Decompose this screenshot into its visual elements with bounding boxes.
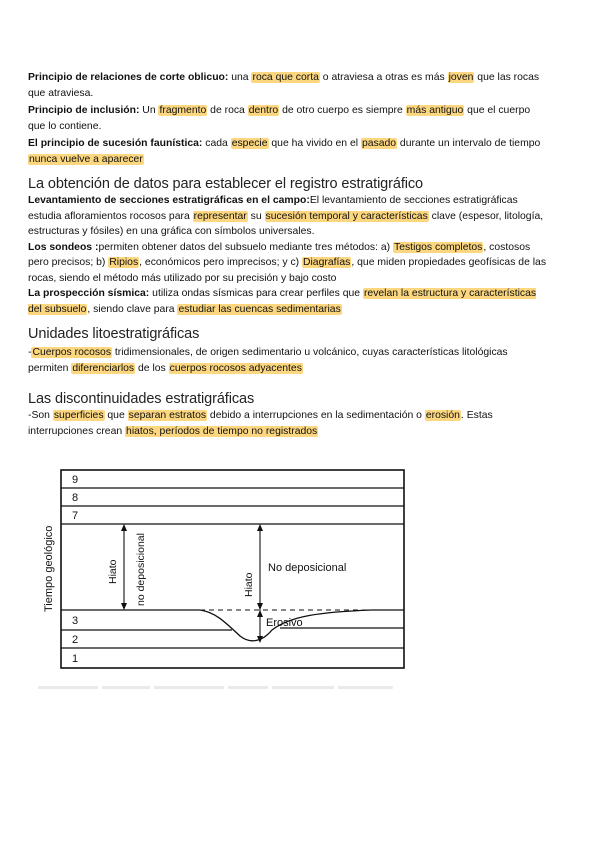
highlight: fragmento bbox=[159, 105, 207, 116]
no-depositional-label-right: No deposicional bbox=[268, 562, 347, 574]
text: clave (espesor, litología, estructuras y fósiles) en una gráfica con símbolos universales. bbox=[28, 210, 544, 237]
highlight: Testigos completos bbox=[394, 241, 483, 253]
arrow-head-up bbox=[121, 524, 127, 531]
highlight: erosión bbox=[425, 410, 460, 421]
term: La prospección sísmica: bbox=[28, 288, 150, 299]
section-heading: Las discontinuidades estratigráficas bbox=[28, 391, 255, 407]
highlight: dentro bbox=[248, 105, 279, 116]
highlight: pasado bbox=[361, 138, 397, 149]
text: , que miden propiedades geofísicas de las rocas, siendo el método más utilizado por su precisión y bajo costo bbox=[28, 257, 547, 284]
highlight: estudiar las cuencas sedimentarias bbox=[178, 303, 341, 315]
text: , costosos pero precisos; b) bbox=[28, 241, 531, 268]
highlight: cuerpos rocosos adyacentes bbox=[169, 362, 302, 374]
layer-label: 9 bbox=[72, 474, 79, 486]
term: Principio de inclusión: bbox=[28, 105, 140, 116]
text: que bbox=[104, 410, 128, 421]
text: o atraviesa a otras es más bbox=[319, 72, 448, 83]
text: , siendo clave para bbox=[87, 303, 178, 315]
text: Un bbox=[139, 105, 159, 116]
text: de los bbox=[135, 362, 169, 374]
section-heading: Unidades litoestratigráficas bbox=[28, 326, 200, 342]
term: Levantamiento de secciones estratigráficas en el campo: bbox=[28, 195, 310, 206]
arrow-head-up bbox=[257, 610, 263, 617]
text: -Son bbox=[28, 410, 53, 421]
text: El levantamiento de secciones estratigráficas estudia afloramientos rocosos para bbox=[28, 195, 518, 222]
text: . Estas interrupciones crean bbox=[28, 410, 493, 437]
layer-label: 2 bbox=[72, 634, 79, 646]
no-depositional-label-left: no deposicional bbox=[135, 533, 147, 606]
highlight: Diagrafías bbox=[303, 257, 351, 268]
highlight: Ripios bbox=[109, 257, 139, 268]
highlight: Cuerpos rocosos bbox=[32, 347, 112, 358]
highlight: representar bbox=[193, 210, 247, 222]
text: durante un intervalo de tiempo bbox=[397, 138, 541, 149]
faint-caption bbox=[38, 676, 398, 682]
text: una bbox=[228, 72, 252, 83]
text: que las rocas que atraviesa. bbox=[28, 72, 540, 99]
highlight: especie bbox=[231, 138, 268, 149]
text: que el cuerpo que lo contiene. bbox=[28, 105, 531, 132]
arrow-head-down bbox=[257, 603, 263, 610]
text: utiliza ondas sísmicas para crear perfiles que bbox=[149, 288, 363, 299]
text: debido a interrupciones en la sedimentación o bbox=[207, 410, 425, 421]
text: permiten obtener datos del subsuelo mediante tres métodos: a) bbox=[98, 241, 394, 253]
highlight: revelan la estructura y características del subsuelo bbox=[28, 288, 537, 315]
highlight: superficies bbox=[53, 410, 104, 421]
term: Los sondeos : bbox=[28, 241, 99, 253]
hiato-label-left: Hiato bbox=[107, 559, 119, 584]
text: - bbox=[28, 347, 32, 358]
axis-label: Tiempo geológico bbox=[43, 525, 55, 612]
highlight: nunca vuelve a aparecer bbox=[29, 153, 143, 165]
highlight: joven bbox=[448, 72, 474, 83]
text: su bbox=[247, 210, 265, 222]
section-heading: La obtención de datos para establecer el registro estratigráfico bbox=[28, 176, 424, 192]
highlight: roca que corta bbox=[252, 72, 319, 83]
highlight: sucesión temporal y características bbox=[265, 210, 428, 222]
term: El principio de sucesión faunística: bbox=[28, 138, 203, 149]
layer-label: 8 bbox=[72, 492, 79, 504]
highlight: separan estratos bbox=[128, 410, 207, 421]
layer-label: 1 bbox=[72, 653, 79, 665]
layer-label: 7 bbox=[72, 510, 79, 522]
text: de otro cuerpo es siempre bbox=[279, 105, 406, 116]
erosive-label: Erosivo bbox=[266, 617, 303, 629]
highlight: hiatos, períodos de tiempo no registrados bbox=[126, 425, 318, 437]
text: tridimensionales, de origen sedimentario u volcánico, cuyas características litológicas permiten bbox=[28, 347, 508, 374]
arrow-head-up bbox=[257, 524, 263, 531]
hiato-label-right: Hiato bbox=[243, 572, 255, 597]
text: que ha vivido en el bbox=[268, 138, 361, 149]
text: de roca bbox=[207, 105, 248, 116]
term: Principio de relaciones de corte oblicuo: bbox=[28, 72, 229, 83]
highlight: diferenciarlos bbox=[72, 362, 135, 374]
layer-label: 3 bbox=[72, 615, 79, 627]
text: cada bbox=[202, 138, 231, 149]
text: , económicos pero imprecisos; y c) bbox=[139, 257, 302, 268]
highlight: más antiguo bbox=[406, 105, 464, 116]
arrow-head-down bbox=[121, 603, 127, 610]
